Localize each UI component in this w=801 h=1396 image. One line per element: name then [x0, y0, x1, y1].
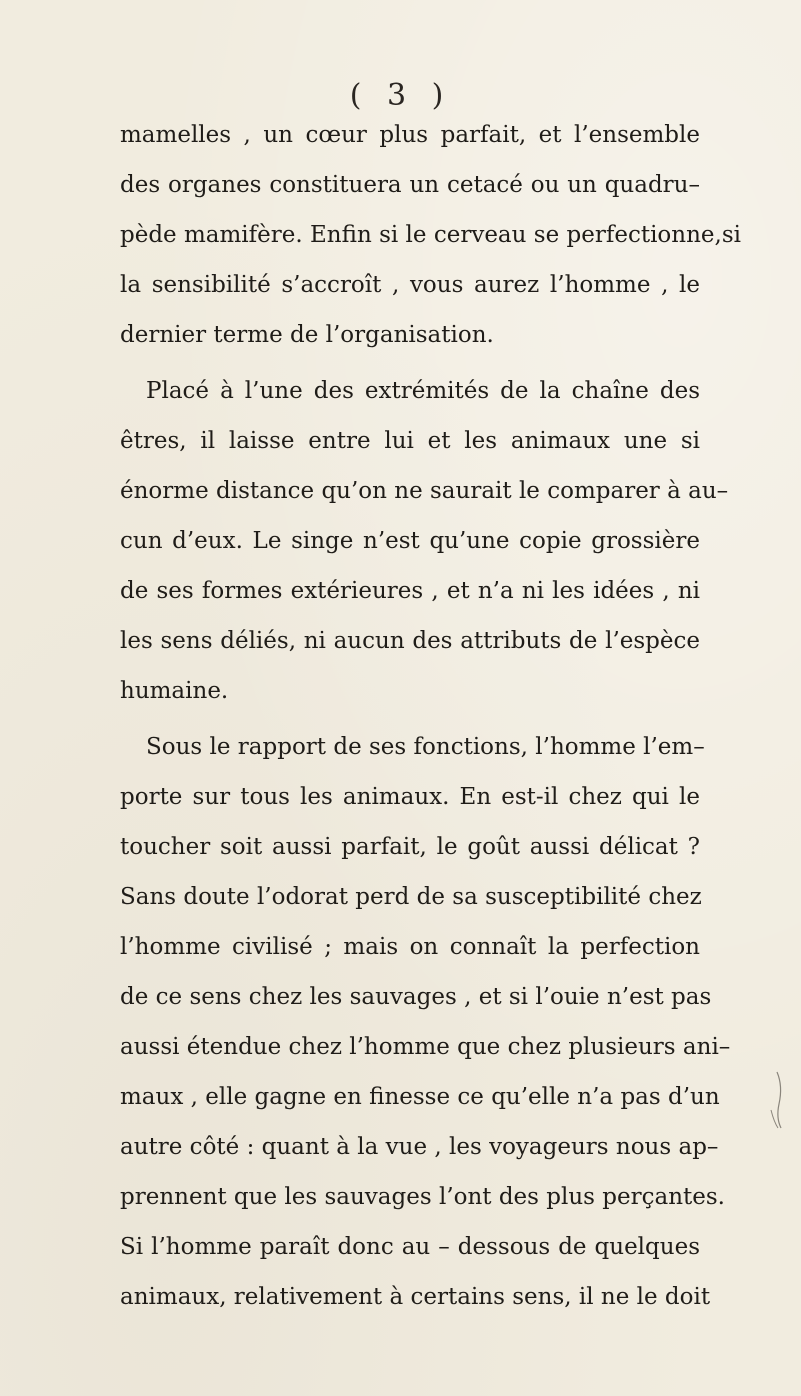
text-line: prennent que les sauvages l’ont des plus perçantes. — [120, 1184, 725, 1210]
page-edge-mark-icon — [767, 1070, 787, 1130]
text-line: mamelles , un cœur plus parfait, et l’ensemble — [120, 122, 700, 148]
text-line: cun d’eux. Le singe n’est qu’une copie grossière — [120, 528, 700, 554]
text-line: porte sur tous les animaux. En est-il chez qui le — [120, 784, 700, 810]
text-line: des organes constituera un cetacé ou un quadru– — [120, 172, 700, 198]
text-line: pède mamifère. Enfin si le cerveau se perfectionne,si — [120, 222, 741, 248]
body-text — [120, 110, 741, 1322]
text-line: l’homme civilisé ; mais on connaît la perfection — [120, 934, 700, 960]
text-line: de ce sens chez les sauvages , et si l’ouie n’est pas — [120, 984, 712, 1010]
text-line: de ses formes extérieures , et n’a ni les idées , ni — [120, 578, 700, 604]
text-line: Placé à l’une des extrémités de la chaîne des — [146, 378, 700, 404]
text-line: dernier terme de l’organisation. — [120, 322, 494, 348]
text-line: aussi étendue chez l’homme que chez plusieurs ani– — [120, 1034, 731, 1060]
text-line: maux , elle gagne en finesse ce qu’elle n’a pas d’un — [120, 1084, 720, 1110]
text-line: êtres, il laisse entre lui et les animaux une si — [120, 428, 700, 454]
text-line: Sous le rapport de ses fonctions, l’homme l’em– — [146, 734, 705, 760]
text-line: autre côté : quant à la vue , les voyageurs nous ap– — [120, 1134, 719, 1160]
page-number: ( 3 ) — [349, 78, 452, 113]
text-line: la sensibilité s’accroît , vous aurez l’homme , le — [120, 272, 700, 298]
text-line: énorme distance qu’on ne saurait le comparer à au– — [120, 478, 729, 504]
text-line: toucher soit aussi parfait, le goût aussi délicat ? — [120, 834, 700, 860]
text-line: Sans doute l’odorat perd de sa susceptibilité chez — [120, 884, 702, 910]
text-line: animaux, relativement à certains sens, il ne le doit — [120, 1284, 711, 1310]
text-line: les sens déliés, ni aucun des attributs de l’espèce — [120, 628, 700, 654]
text-line: Si l’homme paraît donc au – dessous de quelques — [120, 1234, 700, 1260]
text-line: humaine. — [120, 678, 229, 704]
